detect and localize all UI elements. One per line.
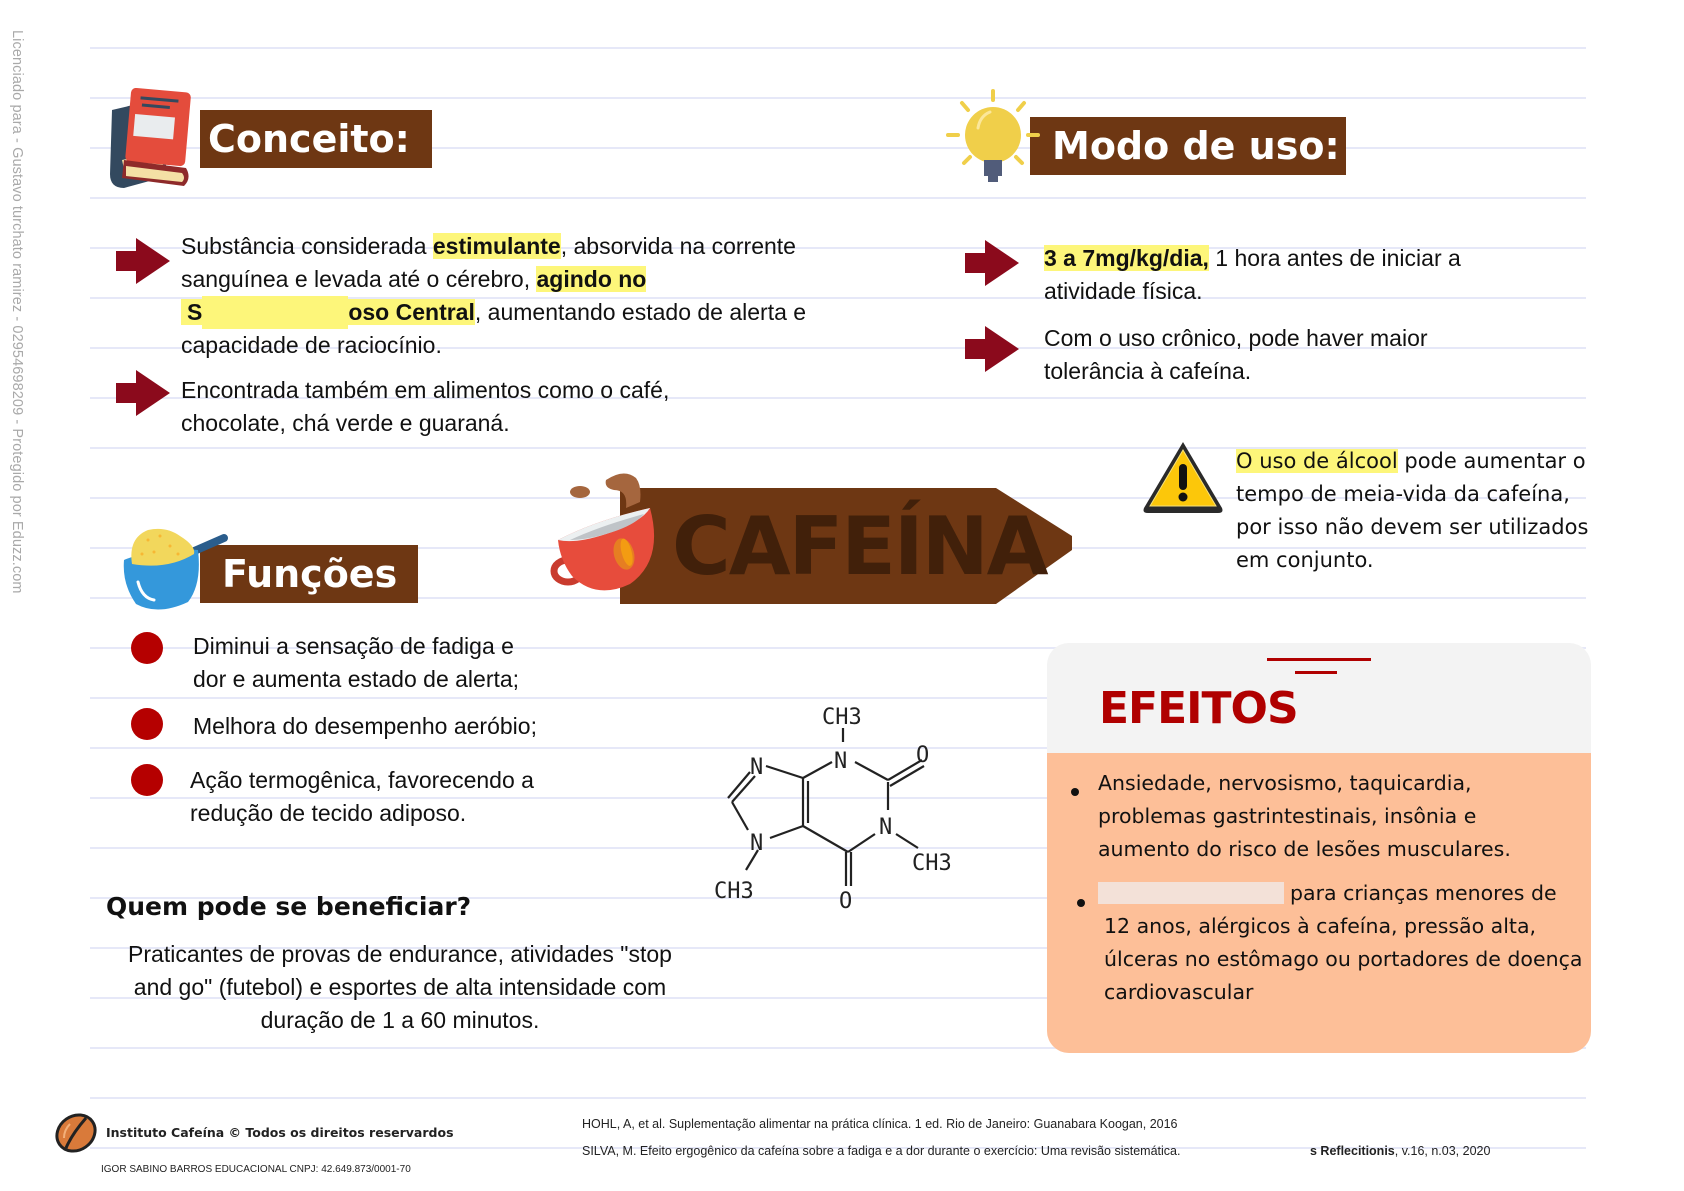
ch3-label: CH3: [714, 879, 754, 904]
funcao-item-3: Ação termogênica, favorecendo a redução de tecido adiposo.: [190, 767, 534, 826]
efeitos-card: [1047, 643, 1591, 1053]
coffee-cup-icon: [546, 468, 666, 598]
highlight-estimulante: estimulante: [432, 233, 561, 259]
modo-de-uso-heading: Modo de uso:: [1052, 124, 1340, 168]
list-bullet: [1071, 788, 1079, 796]
decorative-line: [1267, 658, 1371, 661]
bullet-dot: [131, 708, 163, 740]
highlight-alcool: O uso de álcool: [1236, 449, 1398, 473]
funcao-item-2: Melhora do desempenho aeróbio;: [193, 713, 537, 739]
conceito-item-1: Substância considerada estimulante, absorvida na corrente sanguínea e levada até o cérebro, agindo no S oso Central, aumentando estado de alerta e capacidade de raciocínio.: [181, 233, 807, 358]
n-label: N: [750, 831, 764, 856]
conceito-banner: [200, 110, 432, 168]
funcoes-banner: [200, 545, 418, 603]
efeito-item-1: Ansiedade, nervosismo, taquicardia, problemas gastrintestinais, insônia e aumento do risco de lesões musculares.: [1098, 771, 1511, 861]
efeitos-body: [1047, 753, 1591, 1053]
bullet-dot: [131, 764, 163, 796]
footer-company: IGOR SABINO BARROS EDUCACIONAL CNPJ: 42.649.873/0001-70: [101, 1164, 411, 1175]
arrow-icon: [116, 370, 170, 416]
bullet-dot: [131, 632, 163, 664]
footer-brand: Instituto Cafeína © Todos os direitos reservardos: [106, 1125, 454, 1140]
funcao-item-1: Diminui a sensação de fadiga e dor e aumenta estado de alerta;: [193, 633, 520, 692]
license-watermark: Licenciado para - Gustavo turchato ramirez - 02954698209 - Protegido por Eduzz.com: [9, 30, 25, 594]
modo-item-1: 3 a 7mg/kg/dia, 1 hora antes de iniciar a atividade física.: [1044, 245, 1461, 304]
o-label: O: [839, 889, 853, 914]
ch3-label: CH3: [912, 851, 952, 876]
decorative-line: [1295, 671, 1337, 674]
warning-icon: [1140, 438, 1226, 516]
ch3-label: CH3: [822, 705, 862, 730]
reference-2-tail: s Reflecitionis, v.16, n.03, 2020: [1310, 1144, 1491, 1158]
reference-2: SILVA, M. Efeito ergogênico da cafeína sobre a fadiga e a dor durante o exercício: Uma revisão sistemática.: [582, 1144, 1181, 1158]
page-title: CAFEÍNA: [672, 500, 1047, 593]
books-icon: [104, 88, 204, 190]
reference-1: HOHL, A, et al. Suplementação alimentar na prática clínica. 1 ed. Rio de Janeiro: Guanabara Koogan, 2016: [582, 1117, 1178, 1131]
n-label: N: [750, 755, 764, 780]
arrow-icon: [116, 238, 170, 284]
scoop-icon: [118, 524, 230, 612]
highlight-agindo: agindo no: [536, 266, 647, 292]
beneficiar-heading: Quem pode se beneficiar?: [106, 892, 472, 921]
list-bullet: [1077, 899, 1085, 907]
n-label: N: [834, 749, 848, 774]
n-label: N: [879, 815, 893, 840]
lightbulb-icon: [944, 88, 1044, 188]
arrow-icon: [965, 240, 1019, 286]
funcoes-heading: Funções: [222, 552, 398, 596]
beneficiar-text: Praticantes de provas de endurance, atividades "stop and go" (futebol) e esportes de alta intensidade com duração de 1 a 60 minutos.: [128, 941, 672, 1033]
efeito-item-2: para crianças menores de 12 anos, alérgicos à cafeína, pressão alta, úlceras no estômago ou portadores de doença cardiovascular: [1104, 881, 1583, 1004]
modo-de-uso-banner: [1030, 117, 1346, 175]
modo-item-2: Com o uso crônico, pode haver maior tolerância à cafeína.: [1044, 325, 1428, 384]
highlight-dose: 3 a 7mg/kg/dia,: [1044, 245, 1209, 271]
coffee-bean-logo: [54, 1112, 98, 1154]
o-label: O: [916, 743, 930, 768]
efeitos-heading: EFEITOS: [1099, 683, 1298, 734]
alerta-text: O uso de álcool pode aumentar o tempo de meia-vida da cafeína, por isso não devem ser utilizados em conjunto.: [1236, 449, 1589, 572]
caffeine-molecule-diagram: [690, 690, 980, 920]
conceito-heading: Conceito:: [208, 117, 410, 161]
arrow-icon: [965, 326, 1019, 372]
conceito-item-2: Encontrada também em alimentos como o café, chocolate, chá verde e guaraná.: [181, 377, 670, 436]
